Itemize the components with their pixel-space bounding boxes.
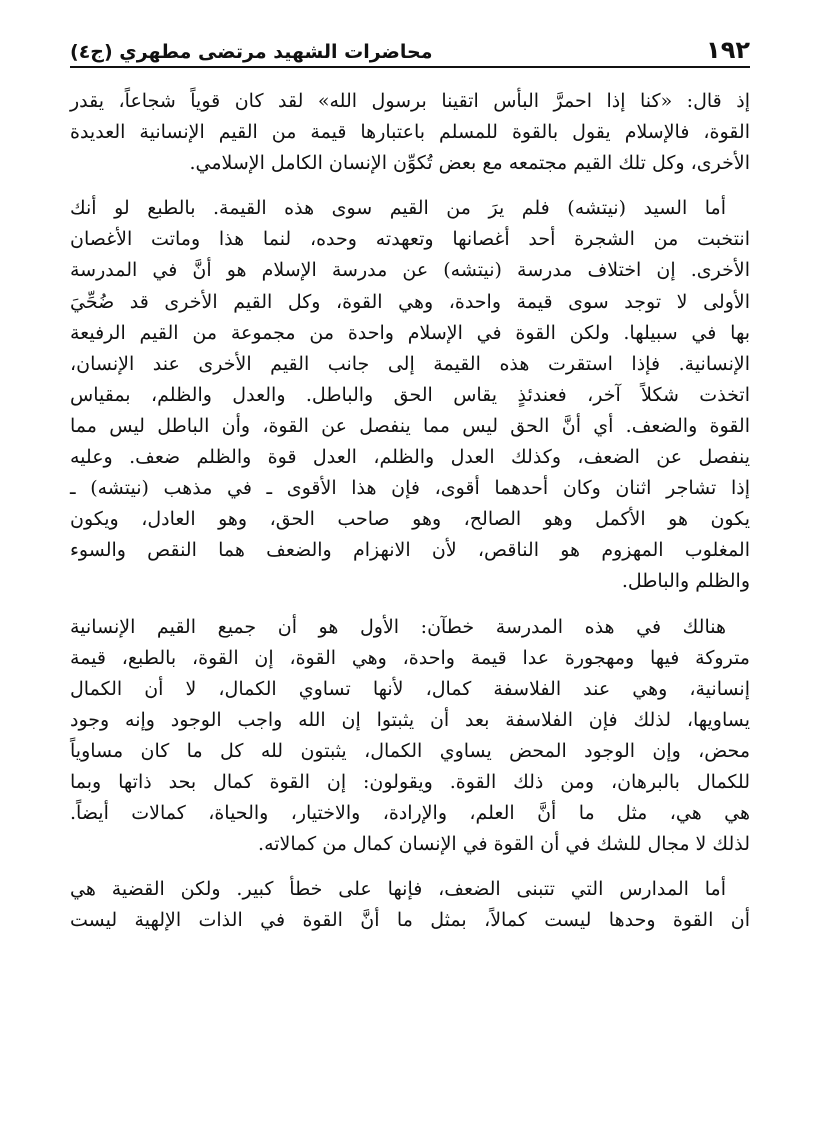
text-line: لذلك لا مجال للشك في أن القوة في الإنسان كمال من كمالاته. — [258, 833, 750, 856]
text-line: محض، وإن الوجود المحض يساوي الكمال، يثبتون لله كل ما كان مساوياً — [70, 739, 750, 762]
text-line: إذ قال: «كنا إذا احمرَّ البأس اتقينا برسول الله» لقد كان قوياً شجاعاً، يقدر — [70, 90, 750, 112]
text-line: إنسانية، وهي عند الفلاسفة كمال، لأنها تساوي الكمال، لا أن الكمال — [70, 677, 750, 700]
text-line: والظلم والباطل. — [621, 570, 750, 593]
body-text — [70, 86, 750, 936]
text-line: الأولى لا توجد سوى قيمة واحدة، وهي القوة، وكل القيم الأخرى قد ضُحِّيَ — [70, 290, 750, 313]
text-line: القوة، فالإسلام يقول بالقوة للمسلم باعتبارها قيمة من القيم الإنسانية العديدة — [70, 121, 750, 144]
text-line: انتخبت من الشجرة أحد أغصانها وتعهدته وحده، لنما هذا وماتت الأغصان — [70, 228, 750, 251]
paragraph-1 — [70, 86, 750, 179]
text-line: بها في سبيلها. ولكن القوة في الإسلام واحدة من مجموعة من القيم الرفيعة — [70, 321, 750, 344]
text-line: هي هي، مثل ما أنَّ العلم، والإرادة، والاختيار، والحياة، كمالات أيضاً. — [70, 802, 750, 825]
text-line: هنالك في هذه المدرسة خطآن: الأول هو أن جميع القيم الإنسانية — [70, 615, 726, 638]
text-line: اتخذت شكلاً آخر، فعندئذٍ يقاس الحق والباطل. والعدل والظلم، بمقياس — [70, 383, 750, 406]
text-line: يكون هو الأكمل وهو الصالح، وهو صاحب الحق، وهو العادل، ويكون — [70, 508, 750, 531]
text-line: يساويها، لذلك فإن الفلاسفة بعد أن يثبتوا إن الله واجب الوجود وإنه وجود — [70, 708, 750, 731]
paragraph-4 — [70, 874, 750, 936]
running-header — [70, 28, 750, 68]
text-line: أن القوة وحدها ليست كمالاً، بمثل ما أنَّ القوة في الذات الإلهية ليست — [70, 909, 750, 932]
text-line: المغلوب المهزوم هو الناقص، لأن الانهزام والضعف هما النقص والسوء — [70, 539, 750, 562]
text-line: أما المدارس التي تتبنى الضعف، فإنها على خطأ كبير. ولكن القضية هي — [70, 878, 726, 901]
text-line: للكمال بالبرهان، ومن ذلك القوة. ويقولون: إن القوة كمال بحد ذاتها وبما — [70, 770, 750, 793]
paragraph-3 — [70, 612, 750, 861]
text-line: الإنسانية. فإذا استقرت هذه القيمة إلى جانب القيم الأخرى عند الإنسان، — [70, 352, 750, 375]
page-number: ١٩٢ — [706, 36, 750, 64]
text-line: أما السيد (نيتشه) فلم يرَ من القيم سوى هذه القيمة. بالطبع لو أنك — [70, 197, 726, 220]
text-line: الأخرى، وكل تلك القيم مجتمعه مع بعض تُكوِّن الإنسان الكامل الإسلامي. — [189, 152, 750, 175]
book-title: محاضرات الشهيد مرتضى مطهري (ج٤) — [70, 41, 433, 63]
text-line: إذا تشاجر اثنان وكان أحدهما أقوى، فإن هذا الأقوى ـ في مذهب (نيتشه) ـ — [70, 477, 750, 500]
text-line: القوة والضعف. أي أنَّ الحق ليس مما ينفصل عن القوة، وأن الباطل ليس مما — [70, 414, 750, 437]
text-line: ينفصل عن الضعف، وكذلك العدل والظلم، العدل قوة والظلم ضعف. وعليه — [70, 446, 750, 469]
text-line: متروكة فيها ومهجورة عدا قيمة واحدة، وهي القوة، إن القوة، بالطبع، قيمة — [70, 646, 750, 669]
text-line: الأخرى. إن اختلاف مدرسة (نيتشه) عن مدرسة الإسلام هو أنَّ في المدرسة — [70, 259, 750, 282]
paragraph-2 — [70, 193, 750, 597]
